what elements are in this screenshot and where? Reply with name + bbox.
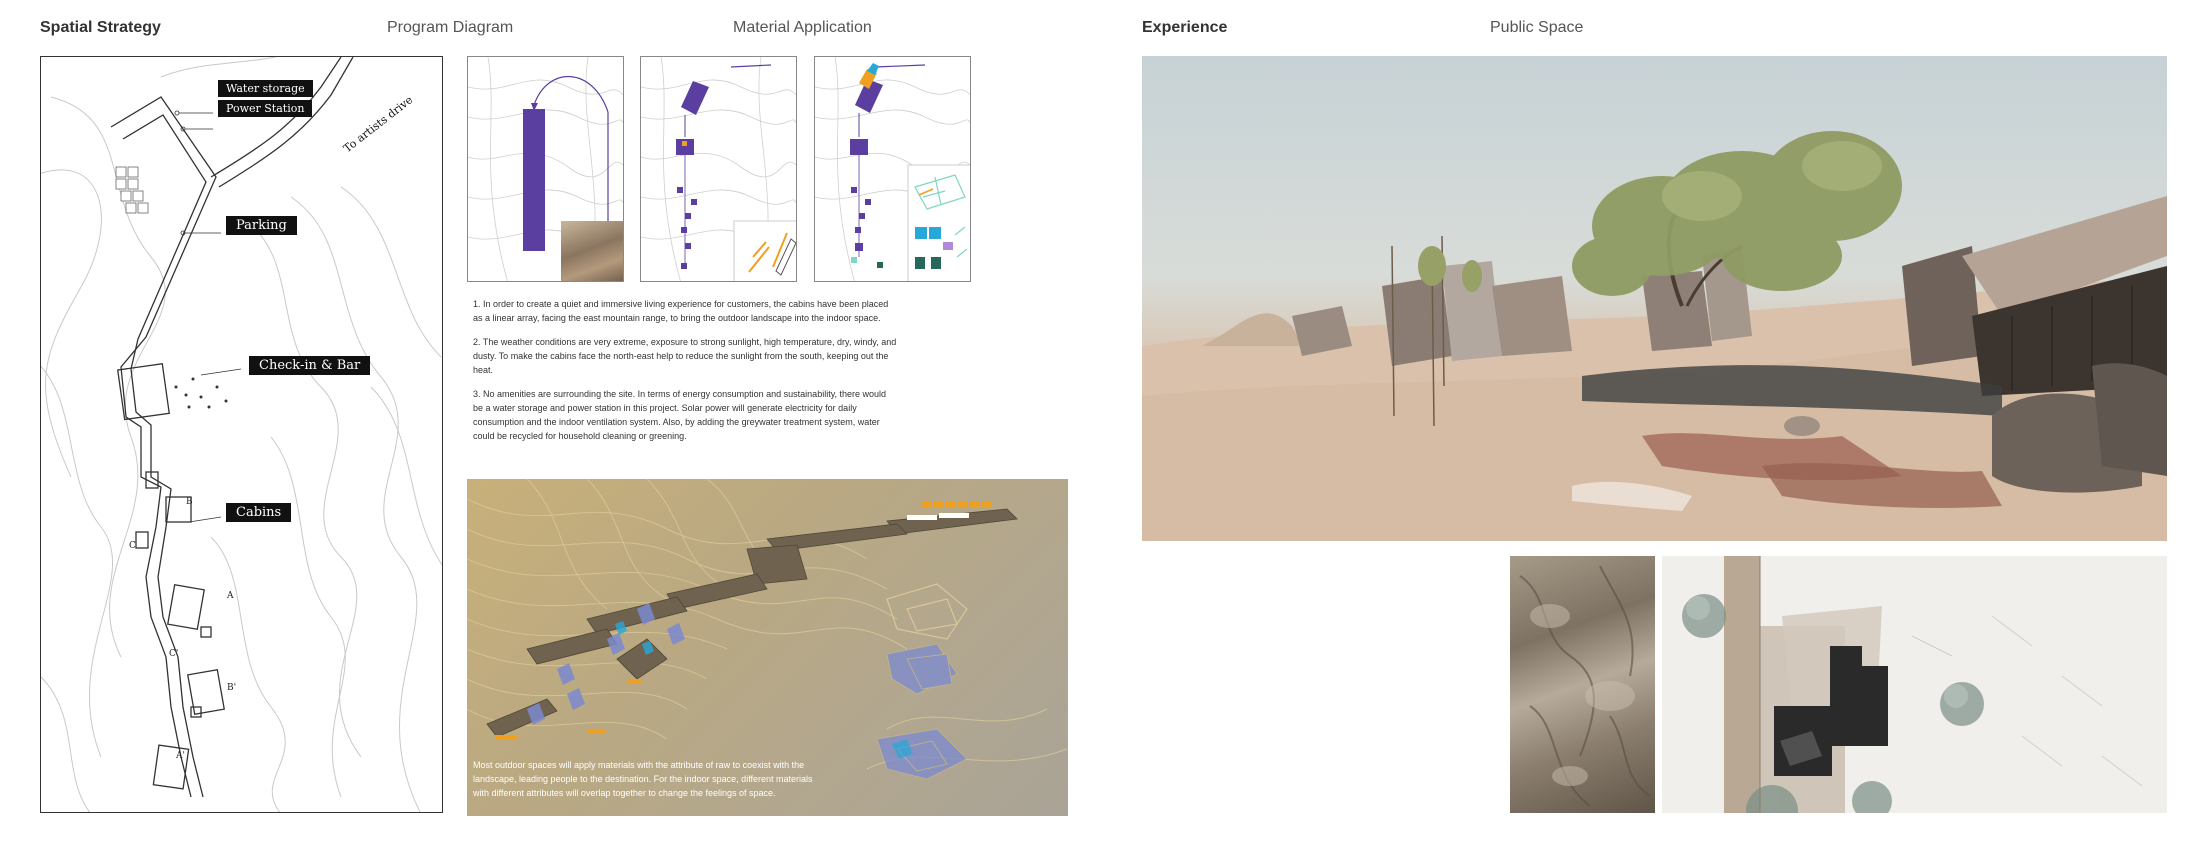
cabin-letter-b: B (186, 497, 193, 507)
description-paragraph-3: 3. No amenities are surrounding the site. In terms of energy consumption and sustainability, there would be a water storage and power station in this project. Solar power will generate electricity for daily consumption and the indoor ventilation system. Also, by adding the greywater treatment system, water could be recycled for household cleaning or greening. (473, 389, 887, 441)
program-diagram-3 (814, 56, 971, 282)
rock-texture-swatch (1510, 556, 1655, 813)
program-diagram-2 (640, 56, 797, 282)
program-diagram-heading: Program Diagram (387, 19, 514, 36)
program-diagram-1 (467, 56, 624, 282)
public-space-plan-render (1662, 556, 2167, 813)
cabins-label: Cabins (226, 503, 291, 522)
public-space-heading: Public Space (1490, 19, 1584, 36)
cabin-letter-c: C (129, 541, 136, 551)
public-space-render (1142, 56, 2167, 541)
parking-label: Parking (226, 216, 297, 235)
cabin-letter-c-prime: C' (169, 649, 179, 659)
cabin-letter-a: A (227, 591, 234, 601)
road-label: To artists drive (341, 93, 416, 156)
material-application-heading: Material Application (733, 19, 872, 36)
site-plan (40, 56, 443, 813)
description-text (473, 297, 898, 453)
material-caption: Most outdoor spaces will apply materials with the attribute of raw to coexist with the landscape, leading people to the destination. For the indoor space, different materials with different attributes will overlap together to change the feelings of space. (473, 760, 813, 798)
water-storage-label: Water storage (218, 80, 313, 97)
spatial-strategy-heading: Spatial Strategy (40, 19, 161, 36)
material-axonometric-render (467, 479, 1068, 816)
cabin-letter-b-prime: B' (227, 683, 237, 693)
cabin-letter-a-prime: A' (176, 751, 185, 761)
site-plan-drawing (41, 57, 443, 813)
experience-heading: Experience (1142, 19, 1228, 36)
description-paragraph-2: 2. The weather conditions are very extreme, exposure to strong sunlight, high temperature, dry, windy, and dusty. To make the cabins face the north-east help to reduce the sunlight from the south, keeping out the heat. (473, 337, 897, 375)
checkin-bar-label: Check-in & Bar (249, 356, 370, 375)
description-paragraph-1: 1. In order to create a quiet and immersive living experience for customers, the cabins have been placed as a linear array, facing the east mountain range, to bring the outdoor landscape into the indoor space. (473, 299, 889, 323)
power-station-label: Power Station (218, 100, 312, 117)
landscape-photo-thumb (561, 221, 624, 282)
